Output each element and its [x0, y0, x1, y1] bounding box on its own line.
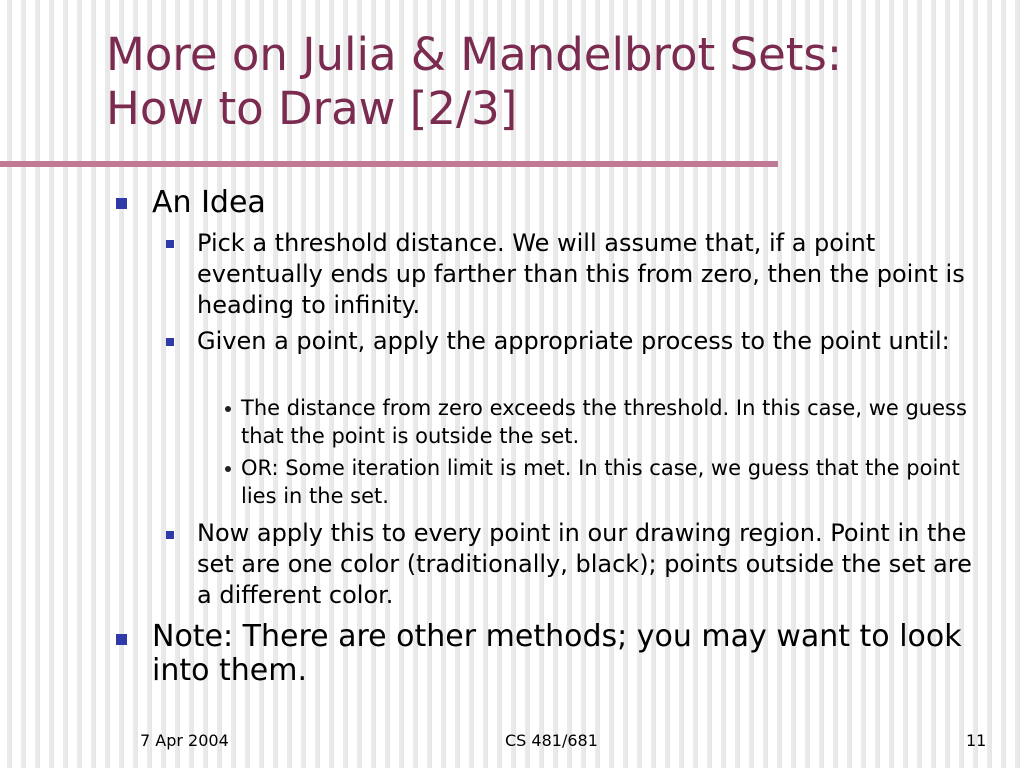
square-bullet-icon [116, 198, 127, 209]
bullet-threshold: Pick a threshold distance. We will assume that, if a point eventually ends up farther than this from zero, then the point is heading to infinity. [197, 229, 965, 319]
square-bullet-icon [166, 240, 174, 248]
bullet-distance-exceeds: The distance from zero exceeds the threshold. In this case, we guess that the point is outside the set. [241, 396, 967, 448]
square-bullet-icon [166, 531, 174, 539]
footer-course: CS 481/681 [505, 731, 598, 750]
square-bullet-icon [116, 634, 127, 645]
bullet-iteration-limit: OR: Some iteration limit is met. In this case, we guess that the point lies in the set. [241, 456, 960, 508]
bullet-apply-region: Now apply this to every point in our drawing region. Point in the set are one color (traditionally, black); points outside the set are a different color. [197, 519, 972, 609]
footer-date: 7 Apr 2004 [140, 731, 229, 750]
square-bullet-icon [166, 338, 174, 346]
bullet-an-idea: An Idea [152, 185, 266, 220]
dot-bullet-icon [225, 406, 231, 412]
bullet-apply-process: Given a point, apply the appropriate process to the point until: [197, 327, 950, 355]
footer-page-number: 11 [966, 731, 987, 750]
bullet-note: Note: There are other methods; you may want to look into them. [152, 619, 962, 688]
title-line-1: More on Julia & Mandelbrot Sets: [106, 28, 843, 81]
title-line-2: How to Draw [2/3] [106, 82, 518, 135]
dot-bullet-icon [225, 466, 231, 472]
